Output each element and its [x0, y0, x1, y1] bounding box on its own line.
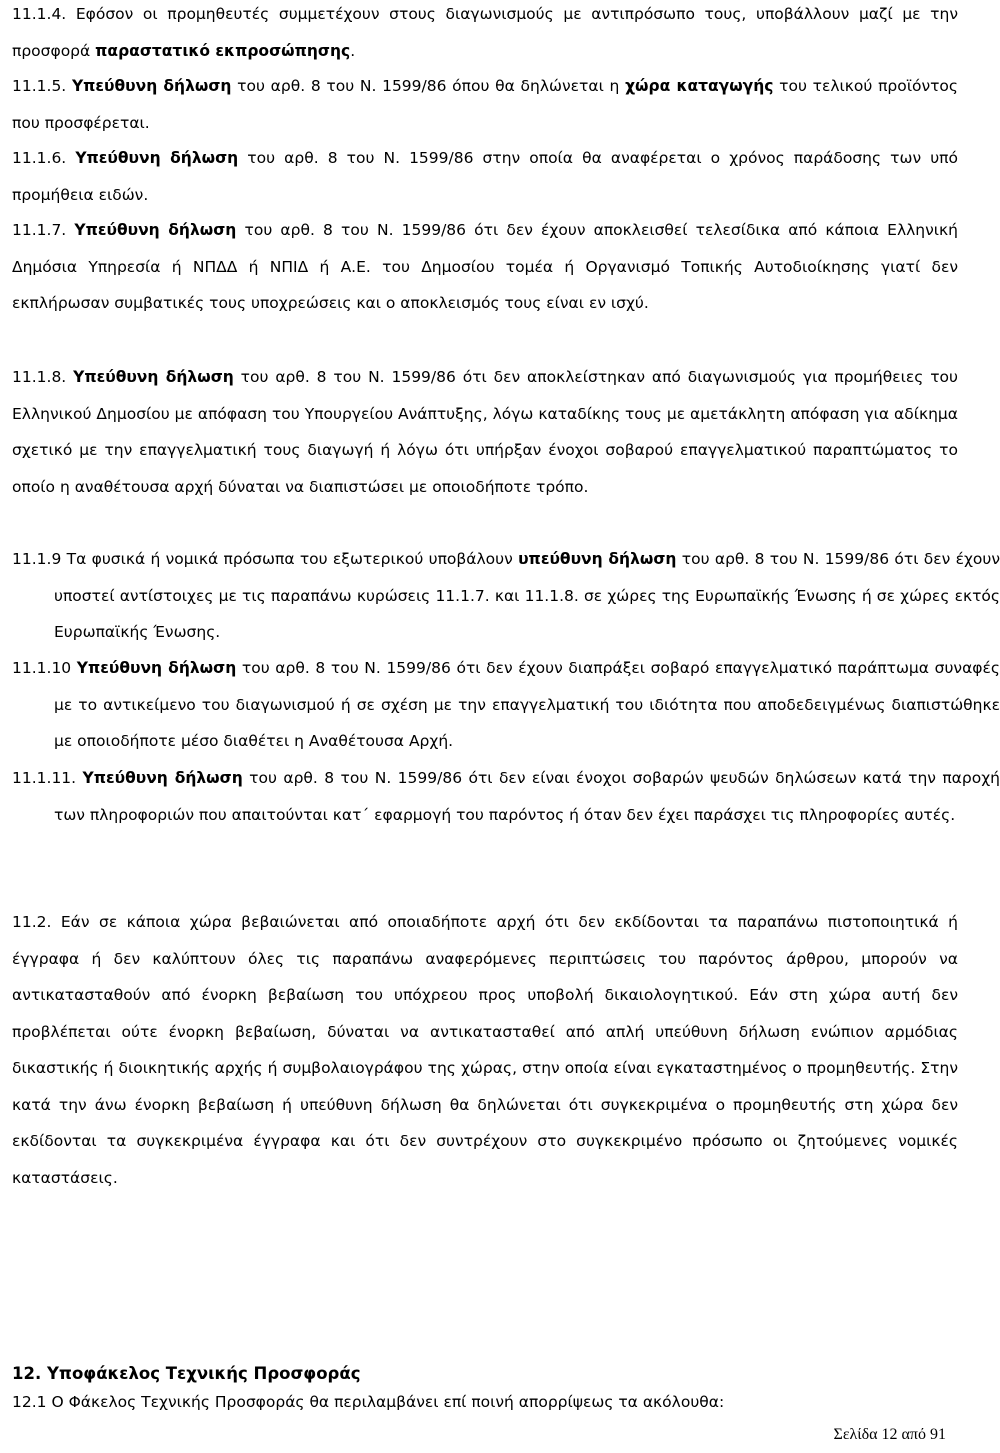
bold-term: Υπεύθυνη δήλωση	[82, 769, 243, 787]
paragraph-text: του αρθ. 8 του Ν. 1599/86 ότι δεν αποκλείστηκαν από διαγωνισμούς για προμήθειες του Ελληνικού Δημοσίου με απόφαση του Υπουργείου Ανάπτυξης, λόγω καταδίκης τους με αμετάκλητη απόφαση για αδίκημα σχετικό με την επαγγελματική τους διαγωγή ή λόγω ότι υπήρξαν ένοχοι σοβαρού επαγγελματικού παραπτώματος το οποίο η αναθέτουσα αρχή δύναται να διαπιστώσει με οποιοδήποτε τρόπο.	[12, 368, 958, 496]
paragraph-12-1: 12.1 Ο Φάκελος Τεχνικής Προσφοράς θα περιλαμβάνει επί ποινή απορρίψεως τα ακόλουθα:	[12, 1393, 725, 1411]
paragraph-number: 11.1.8.	[12, 368, 74, 386]
paragraph-11-1-10	[12, 650, 1000, 760]
paragraph-number: 11.1.11.	[12, 769, 83, 787]
paragraph-11-2	[12, 904, 958, 1196]
bold-term: Υπεύθυνη δήλωση	[73, 368, 234, 386]
paragraph-number: 11.1.10	[12, 659, 77, 677]
paragraph-11-1-6	[12, 140, 958, 213]
bold-term: Υπεύθυνη δήλωση	[76, 659, 237, 677]
bold-term: χώρα καταγωγής	[625, 77, 774, 95]
paragraph-11-1-9	[12, 541, 1000, 651]
paragraph-text: του αρθ. 8 του Ν. 1599/86 ότι δεν έχουν αποκλεισθεί τελεσίδικα από κάποια Ελληνική Δημόσια Υπηρεσία ή ΝΠΔΔ ή ΝΠΙΔ ή Α.Ε. του Δημοσίου τομέα ή Οργανισμό Τοπικής Αυτοδιοίκησης γιατί δεν εκπλήρωσαν συμβατικές τους υποχρεώσεις και ο αποκλεισμός τους είναι εν ισχύ.	[12, 221, 958, 312]
paragraph-11-1-7	[12, 212, 958, 322]
paragraph-text: 11.1.4. Εφόσον οι προμηθευτές συμμετέχουν στους διαγωνισμούς με αντιπρόσωπο τους, υποβάλλουν μαζί με την προσφορά	[12, 5, 958, 60]
bold-term: υπεύθυνη δήλωση	[518, 550, 677, 568]
bold-term: παραστατικό εκπροσώπησης	[95, 41, 351, 60]
paragraph-11-1-8	[12, 359, 958, 505]
paragraph-text: 11.1.9 Τα φυσικά ή νομικά πρόσωπα του εξωτερικού υποβάλουν	[12, 550, 519, 568]
bold-term: Υπεύθυνη δήλωση	[71, 77, 232, 95]
paragraph-number: 11.1.6.	[12, 149, 76, 167]
paragraph-text: του τελικού προϊόντος που προσφέρεται.	[12, 77, 959, 132]
paragraph-text: του αρθ. 8 του Ν. 1599/86 ότι δεν είναι ένοχοι σοβαρών ψευδών δηλώσεων κατά την παροχή των πληροφοριών που απαιτούνται κατ΄ εφαρμογή του παρόντος ή όταν δεν έχει παράσχει τις πληροφορίες αυτές.	[54, 769, 1000, 824]
paragraph-11-1-11	[12, 760, 1000, 833]
bold-term: Υπεύθυνη δήλωση	[75, 149, 239, 167]
paragraph-number: 11.1.5.	[12, 77, 72, 95]
paragraph-11-1-4	[12, 0, 958, 69]
paragraph-text: του αρθ. 8 του Ν. 1599/86 όπου θα δηλώνεται η	[231, 77, 626, 95]
bold-term: Υπεύθυνη δήλωση	[74, 221, 237, 239]
paragraph-text: 11.2. Εάν σε κάποια χώρα βεβαιώνεται από οποιαδήποτε αρχή ότι δεν εκδίδονται τα παραπάνω πιστοποιητικά ή έγγραφα ή δεν καλύπτουν όλες τις παραπάνω αναφερόμενες περιπτώσεις του παρόντος άρθρου, μπορούν να αντικατασταθούν από ένορκη βεβαίωση του υπόχρεου προς υποβολή δικαιολογητικού. Εάν στη χώρα αυτή δεν προβλέπεται ούτε ένορκη βεβαίωση, δύναται να αντικατασταθεί από απλή υπεύθυνη δήλωση ενώπιον αρμόδιας δικαστικής ή διοικητικής αρχής ή συμβολαιογράφου της χώρας, στην οποία είναι εγκαταστημένος ο προμηθευτής. Στην κατά την άνω ένορκη βεβαίωση ή υπεύθυνη δήλωση θα δηλώνεται ότι συγκεκριμένα ο προμηθευτής στη χώρα δεν εκδίδονται τα συγκεκριμένα έγγραφα και ότι δεν συντρέχουν στο συγκεκριμένο πρόσωπο οι ζητούμενες νομικές καταστάσεις.	[12, 913, 958, 1187]
paragraph-text: .	[350, 41, 356, 60]
section-heading-12: 12. Υποφάκελος Τεχνικής Προσφοράς	[12, 1364, 361, 1383]
page-number-footer: Σελίδα 12 από 91	[833, 1426, 946, 1443]
paragraph-text: του αρθ. 8 του Ν. 1599/86 ότι δεν έχουν διαπράξει σοβαρό επαγγελματικό παράπτωμα συναφές με το αντικείμενο του διαγωνισμού ή σε σχέση με την επαγγελματική του ιδιότητα που αποδεδειγμένως διαπιστώθηκε με οποιοδήποτε μέσο διαθέτει η Αναθέτουσα Αρχή.	[54, 659, 1000, 750]
paragraph-number: 11.1.7.	[12, 221, 75, 239]
paragraph-text: του αρθ. 8 του Ν. 1599/86 στην οποία θα αναφέρεται ο χρόνος παράδοσης των υπό προμήθεια ειδών.	[12, 149, 958, 204]
paragraph-11-1-5	[12, 68, 958, 141]
paragraph-text: του αρθ. 8 του Ν. 1599/86 ότι δεν έχουν υποστεί αντίστοιχες με τις παραπάνω κυρώσεις 11.1.7. και 11.1.8. σε χώρες της Ευρωπαϊκής Ένωσης ή σε χώρες εκτός Ευρωπαϊκής Ένωσης.	[54, 550, 1000, 641]
